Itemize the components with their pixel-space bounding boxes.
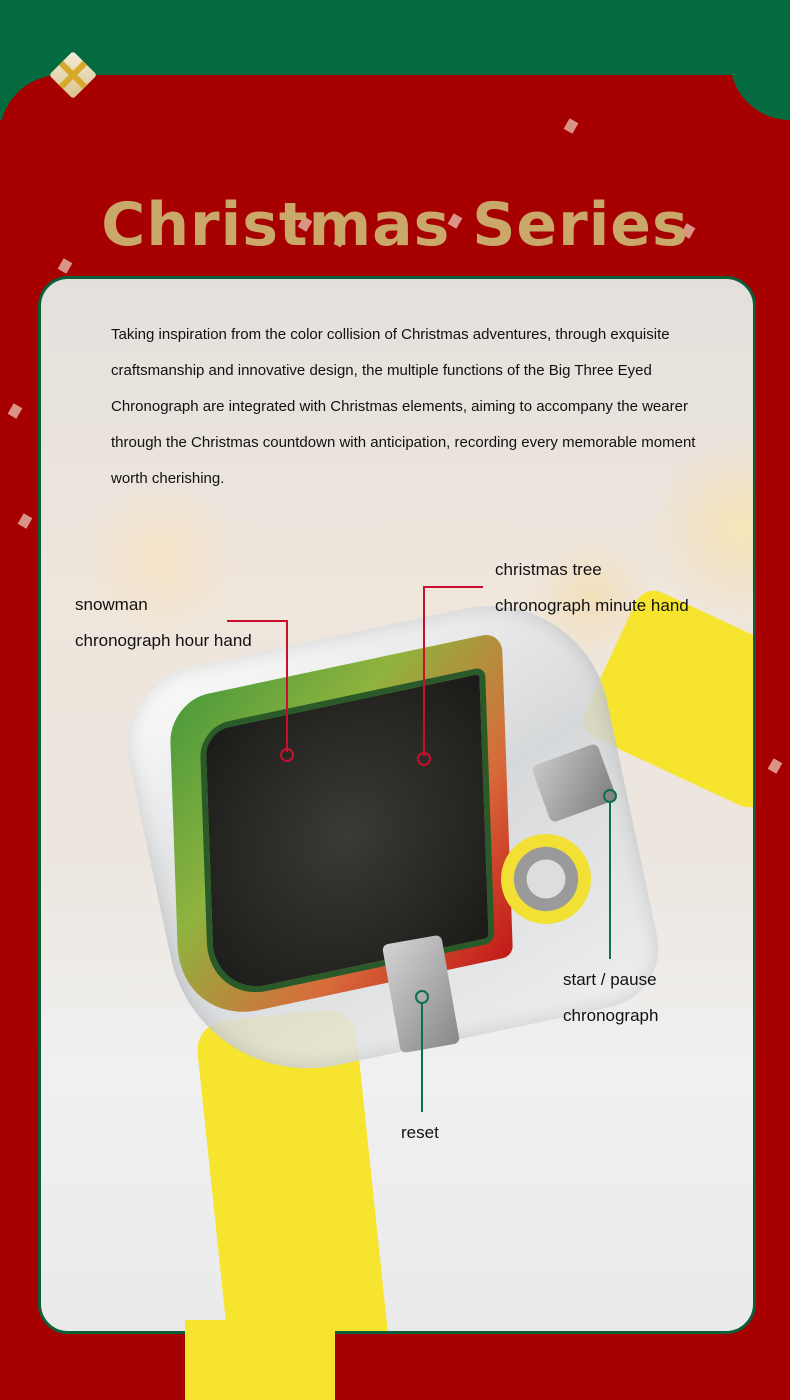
callout-tree bbox=[495, 552, 689, 624]
callout-tree-line bbox=[423, 586, 425, 756]
callout-start-subtitle: chronograph bbox=[563, 1006, 659, 1025]
callout-start bbox=[563, 962, 658, 1034]
watch-crown bbox=[501, 834, 591, 924]
confetti-decoration bbox=[8, 403, 23, 418]
callout-reset bbox=[401, 1115, 439, 1151]
callout-tree-title: christmas tree bbox=[495, 560, 602, 579]
confetti-decoration bbox=[768, 758, 783, 773]
callout-snowman-subtitle: chronograph hour hand bbox=[75, 631, 252, 650]
callout-reset-line bbox=[421, 1002, 423, 1112]
callout-tree-marker bbox=[417, 752, 431, 766]
product-card bbox=[38, 276, 756, 1334]
confetti-decoration bbox=[58, 258, 73, 273]
watch-strap-extension bbox=[185, 1320, 335, 1400]
callout-reset-title: reset bbox=[401, 1123, 439, 1142]
callout-tree-line bbox=[423, 586, 483, 588]
callout-snowman-title: snowman bbox=[75, 595, 148, 614]
callout-snowman-marker bbox=[280, 748, 294, 762]
callout-start-title: start / pause bbox=[563, 970, 657, 989]
callout-tree-subtitle: chronograph minute hand bbox=[495, 596, 689, 615]
callout-snowman-line bbox=[286, 620, 288, 752]
callout-start-line bbox=[609, 801, 611, 959]
description-text: Taking inspiration from the color collision of Christmas adventures, through exquisite craftsmanship and innovative design, the multiple functions of the Big Three Eyed Chronograph are integrated with Christmas elements, aiming to accompany the wearer through the Christmas countdown with anticipation, recording every memorable moment worth cherishing. bbox=[111, 326, 696, 487]
page-title: Christmas Series bbox=[101, 190, 689, 261]
callout-snowman bbox=[75, 587, 252, 659]
header-green-band bbox=[0, 0, 790, 120]
callout-snowman-line bbox=[227, 620, 287, 622]
confetti-decoration bbox=[18, 513, 33, 528]
